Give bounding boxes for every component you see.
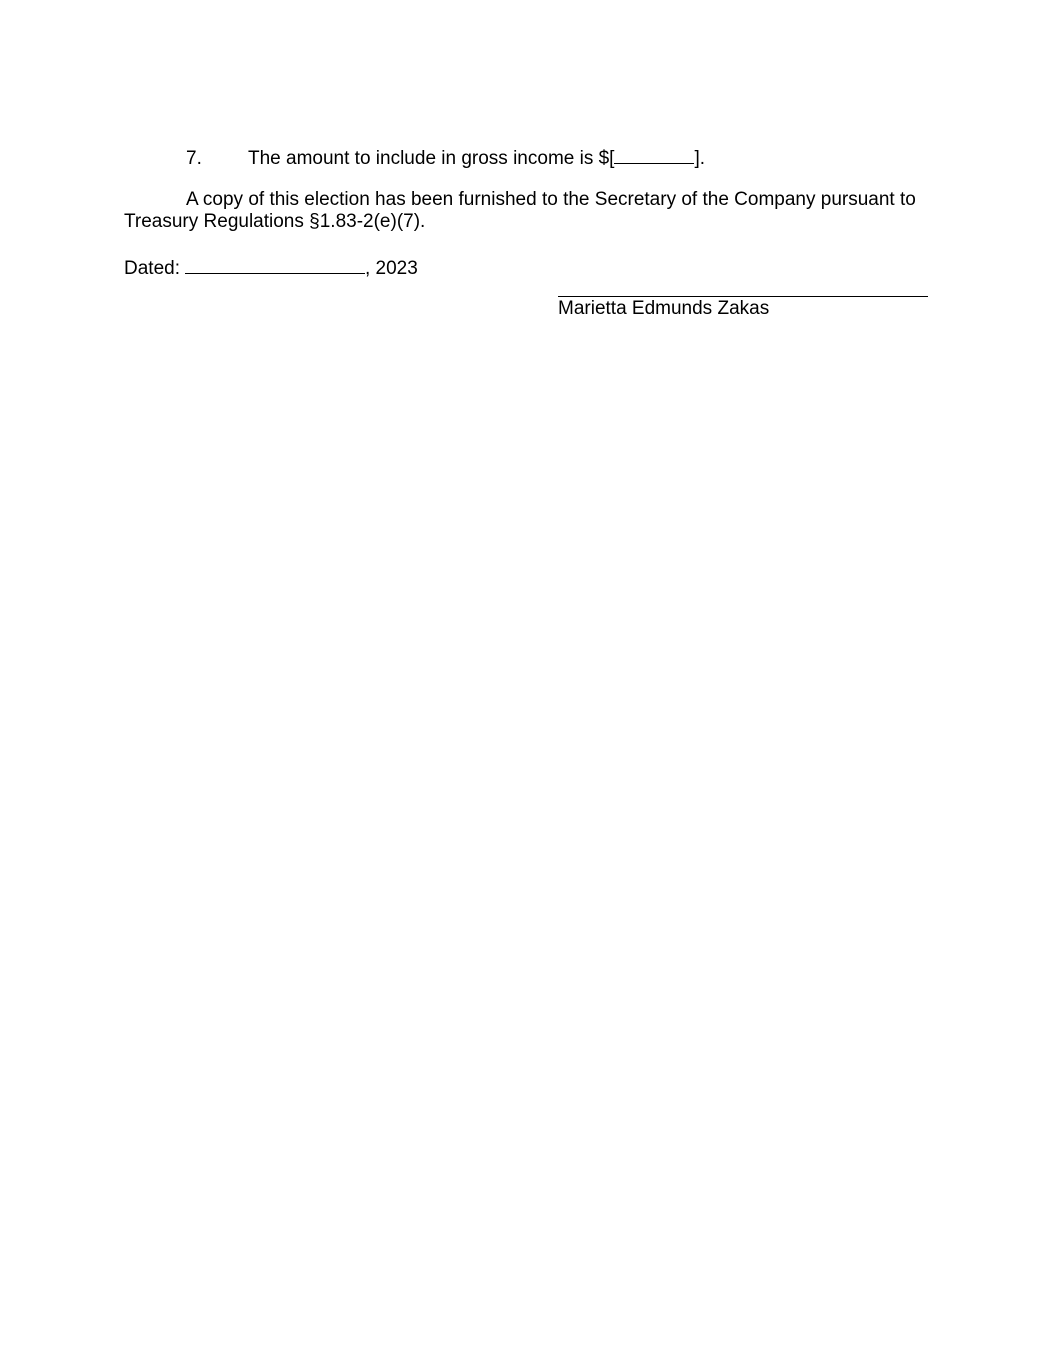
copy-furnished-paragraph (124, 189, 924, 233)
signature-line (558, 296, 928, 297)
dated-year: , 2023 (364, 258, 418, 279)
item-number: 7. (186, 148, 202, 169)
item-7-text-end: ]. (694, 148, 706, 169)
amount-blank-field (614, 145, 694, 164)
signer-name: Marietta Edmunds Zakas (558, 298, 770, 319)
item-7-line (186, 145, 705, 170)
date-blank-field (185, 255, 365, 274)
dated-label: Dated: (124, 258, 180, 279)
item-7-text: The amount to include in gross income is $[ (248, 148, 615, 169)
copy-furnished-text: A copy of this election has been furnished to the Secretary of the Company pursuant to Treasury Regulations §1.83-2(e)(7). (124, 189, 916, 232)
dated-line (124, 255, 418, 280)
